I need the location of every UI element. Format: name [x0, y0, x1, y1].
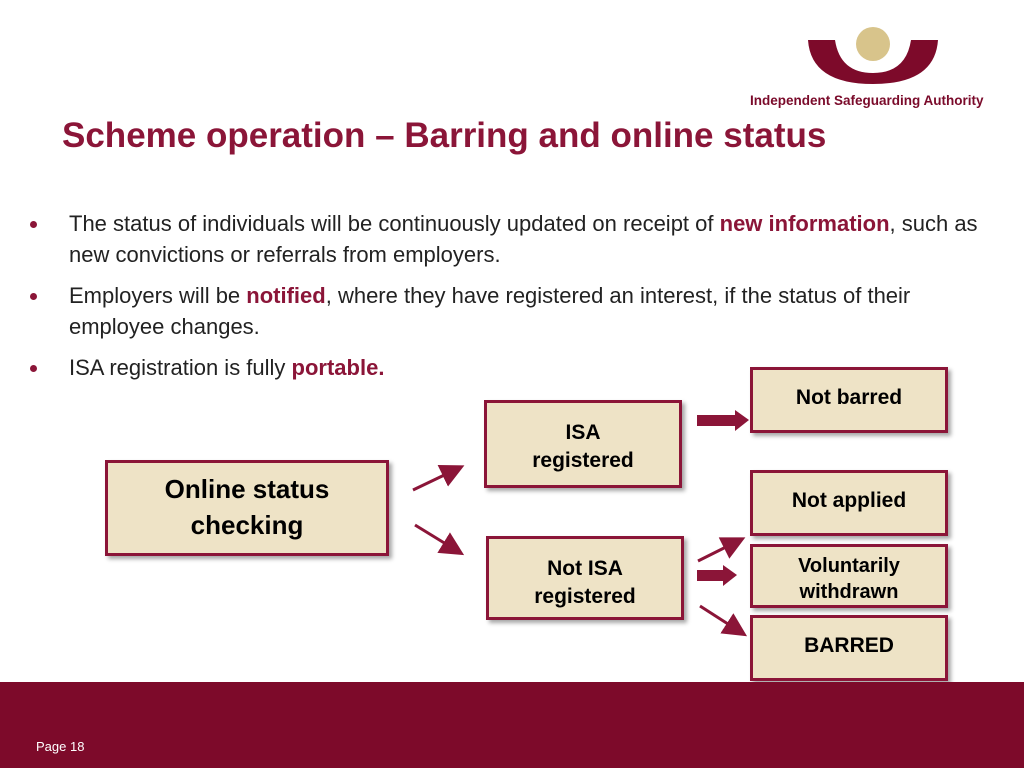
box-label: Voluntarily — [798, 555, 900, 577]
not-barred-box — [750, 367, 948, 433]
bullet-text: , where they have registered an interest, if the status of their employee changes. — [69, 283, 911, 339]
voluntarily-withdrawn-box — [750, 544, 948, 608]
not-isa-registered-box — [486, 536, 684, 620]
not-applied-box — [750, 470, 948, 536]
online-status-checking-box — [105, 460, 389, 556]
box-label: ISA — [565, 421, 601, 444]
arrow-to-isa-registered — [413, 468, 459, 490]
arrow-to-barred — [700, 606, 742, 633]
box-label: registered — [532, 449, 634, 472]
logo-org-name: Independent Safeguarding Authority — [750, 93, 984, 108]
footer-bar — [0, 682, 1024, 768]
box-label: Not applied — [791, 489, 907, 512]
slide-title: Scheme operation – Barring and online status — [62, 116, 827, 155]
box-label: registered — [534, 585, 636, 608]
box-label: checking — [190, 510, 304, 540]
bullet-text: Employers will be — [69, 283, 247, 308]
bullet-text: ISA registration is fully — [69, 355, 292, 380]
block-arrow-to-voluntarily-withdrawn — [697, 565, 737, 586]
box-label: Not barred — [795, 386, 903, 409]
arrow-to-not-isa-registered — [415, 525, 459, 552]
barred-box — [750, 615, 948, 681]
box-label: BARRED — [804, 634, 894, 657]
box-label: Not ISA — [547, 557, 623, 580]
box-label: withdrawn — [799, 581, 899, 603]
isa-registered-box — [484, 400, 682, 488]
bullet-text: The status of individuals will be continuously updated on receipt of — [69, 211, 720, 236]
bullet-text: , such as new convictions or referrals from employers. — [69, 211, 978, 267]
bullet-emphasis: new information — [719, 211, 890, 236]
block-arrow-to-not-barred — [697, 410, 749, 431]
bullet-emphasis: notified — [246, 283, 326, 308]
bullet-emphasis: portable. — [291, 355, 385, 380]
box-label: Online status — [164, 474, 330, 504]
arrow-to-not-applied — [698, 540, 740, 561]
page-number: Page 18 — [36, 739, 85, 754]
